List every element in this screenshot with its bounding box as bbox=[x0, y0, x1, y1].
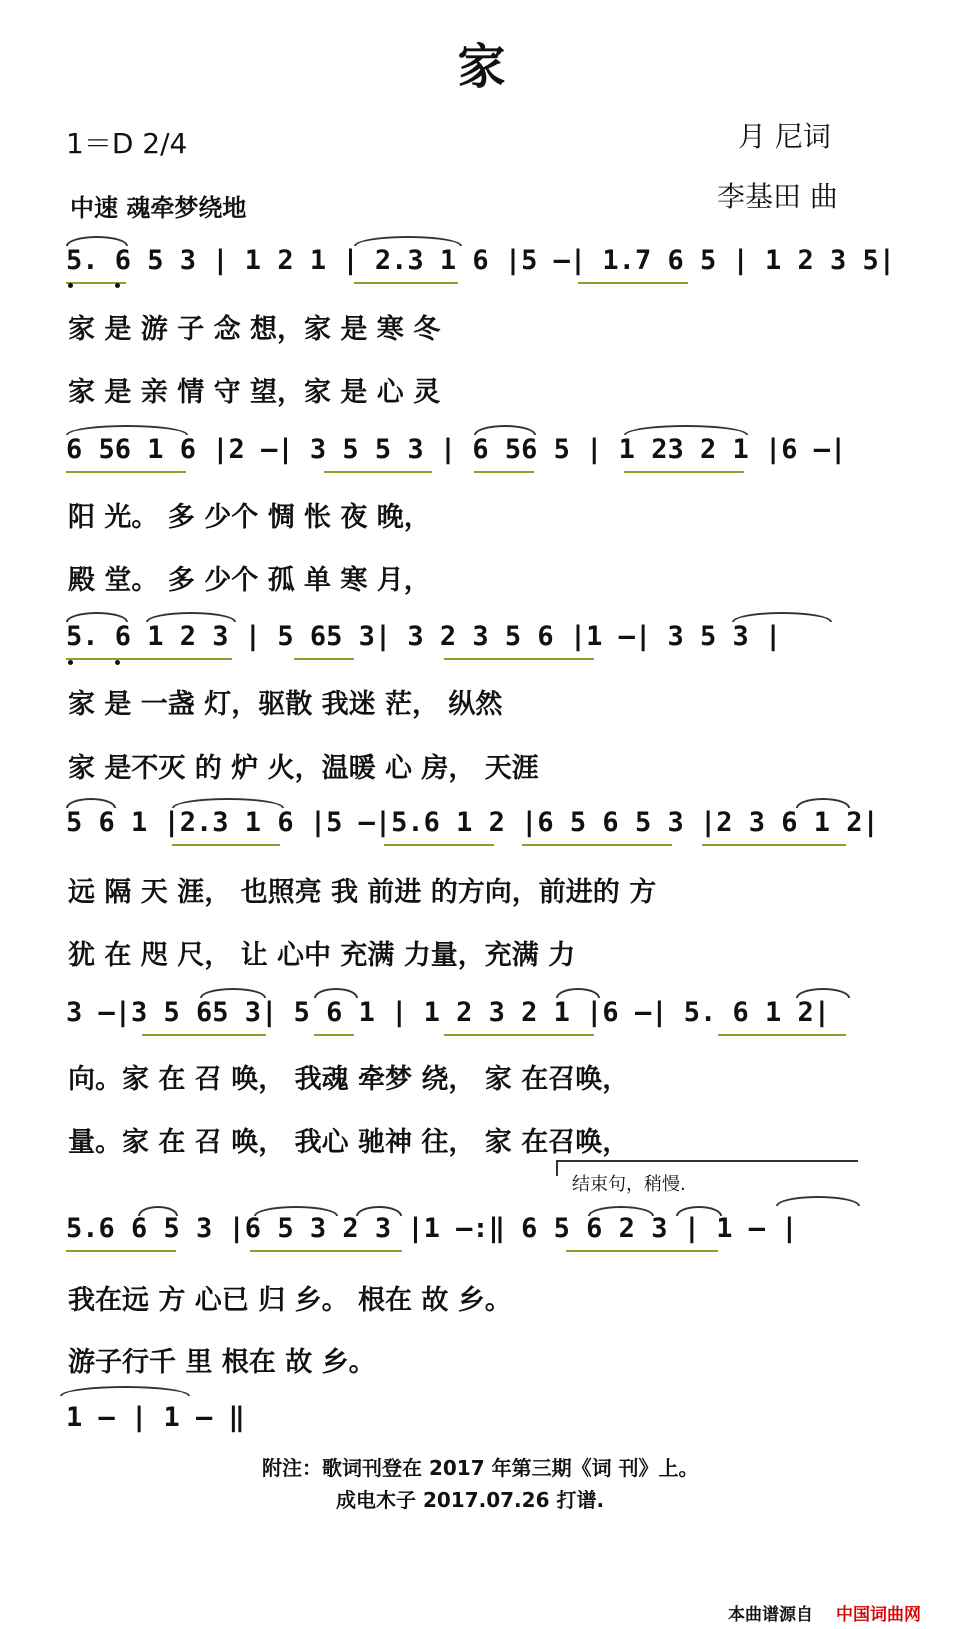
source-label: 本曲谱源自 bbox=[728, 1605, 813, 1625]
underline bbox=[354, 282, 458, 284]
notation-line-5: 3 –|3 5 65 3| 5 6 1 | 1 2 3 2 1 |6 –| 5. 6 1 2| bbox=[66, 997, 831, 1028]
lyrics-verse1-line-1: 家 是 游 子 念 想，家 是 寒 冬 bbox=[68, 314, 441, 345]
key-time-signature: 1＝D 2/4 bbox=[66, 127, 188, 160]
underline bbox=[444, 658, 594, 660]
underline bbox=[250, 1250, 402, 1252]
lyrics-verse2-line-1: 家 是 亲 情 守 望，家 是 心 灵 bbox=[68, 377, 441, 408]
underline bbox=[324, 471, 432, 473]
lyrics-verse2-line-2: 殿 堂。 多 少个 孤 单 寒 月， bbox=[68, 565, 431, 596]
underline bbox=[566, 1250, 718, 1252]
notation-line-3: 5. 6 1 2 3 | 5 65 3| 3 2 3 5 6 |1 –| 3 5 3 | bbox=[66, 621, 782, 652]
lyrics-verse1-line-4: 远 隔 天 涯， 也照亮 我 前进 的方向，前进的 方 bbox=[68, 877, 657, 908]
source-site[interactable]: 中国词曲网 bbox=[836, 1605, 921, 1625]
lyrics-verse1-line-5: 向。家 在 召 唤， 我魂 牵梦 绕， 家 在召唤， bbox=[68, 1064, 630, 1095]
song-title: 家 bbox=[457, 39, 506, 95]
underline bbox=[384, 844, 494, 846]
slur bbox=[776, 1196, 860, 1206]
notation-line-2: 6 56 1 6 |2 –| 3 5 5 3 | 6 56 5 | 1 23 2 1 |6 –| bbox=[66, 434, 847, 465]
lyricist-credit: 月 尼词 bbox=[738, 120, 831, 153]
underline bbox=[66, 658, 232, 660]
lyrics-verse1-line-2: 阳 光。 多 少个 惆 怅 夜 晚， bbox=[68, 502, 431, 533]
lyrics-verse2-line-3: 家 是不灭 的 炉 火，温暖 心 房， 天涯 bbox=[68, 753, 539, 784]
notation-line-6: 5.6 6 5 3 |6 5 3 2 3 |1 –:‖ 6 5 6 2 3 | 1 – | bbox=[66, 1213, 798, 1244]
lyrics-verse1-line-3: 家 是 一盏 灯，驱散 我迷 茫， 纵然 bbox=[68, 689, 503, 720]
notation-line-1: 5. 6 5 3 | 1 2 1 | 2.3 1 6 |5 –| 1.7 6 5 | 1 2 3 5| bbox=[66, 245, 896, 276]
low-octave-dot bbox=[68, 283, 73, 288]
notation-line-7: 1 – | 1 – ‖ bbox=[66, 1402, 245, 1433]
underline bbox=[294, 658, 354, 660]
underline bbox=[702, 844, 846, 846]
lyrics-verse2-line-6: 游子行千 里 根在 故 乡。 bbox=[68, 1347, 376, 1378]
underline bbox=[578, 282, 688, 284]
low-octave-dot bbox=[68, 660, 73, 665]
lyrics-verse1-line-6: 我在远 方 心已 归 乡。 根在 故 乡。 bbox=[68, 1285, 512, 1316]
composer-credit: 李基田 曲 bbox=[717, 180, 838, 213]
underline bbox=[172, 844, 280, 846]
underline bbox=[142, 1034, 266, 1036]
low-octave-dot bbox=[115, 660, 120, 665]
underline bbox=[522, 844, 672, 846]
notation-line-4: 5 6 1 |2.3 1 6 |5 –|5.6 1 2 |6 5 6 5 3 |2 3 6 1 2| bbox=[66, 807, 879, 838]
tempo-marking: 中速 魂牵梦绕地 bbox=[70, 194, 247, 222]
underline bbox=[624, 471, 744, 473]
underline bbox=[444, 1034, 594, 1036]
slur bbox=[60, 1386, 190, 1396]
lyrics-verse2-line-5: 量。家 在 召 唤， 我心 驰神 往， 家 在召唤， bbox=[68, 1127, 630, 1158]
low-octave-dot bbox=[115, 283, 120, 288]
lyrics-verse2-line-4: 犹 在 咫 尺， 让 心中 充满 力量，充满 力 bbox=[68, 940, 576, 971]
footnote-transcriber: 成电木子 2017.07.26 打谱. bbox=[336, 1488, 605, 1512]
underline bbox=[66, 1250, 176, 1252]
underline bbox=[474, 471, 534, 473]
underline bbox=[314, 1034, 354, 1036]
footnote-publication: 附注：歌词刊登在 2017 年第三期《词 刊》上。 bbox=[262, 1456, 699, 1480]
underline bbox=[718, 1034, 846, 1036]
ending-annotation: 结束句，稍慢. bbox=[572, 1174, 686, 1195]
underline bbox=[66, 471, 186, 473]
